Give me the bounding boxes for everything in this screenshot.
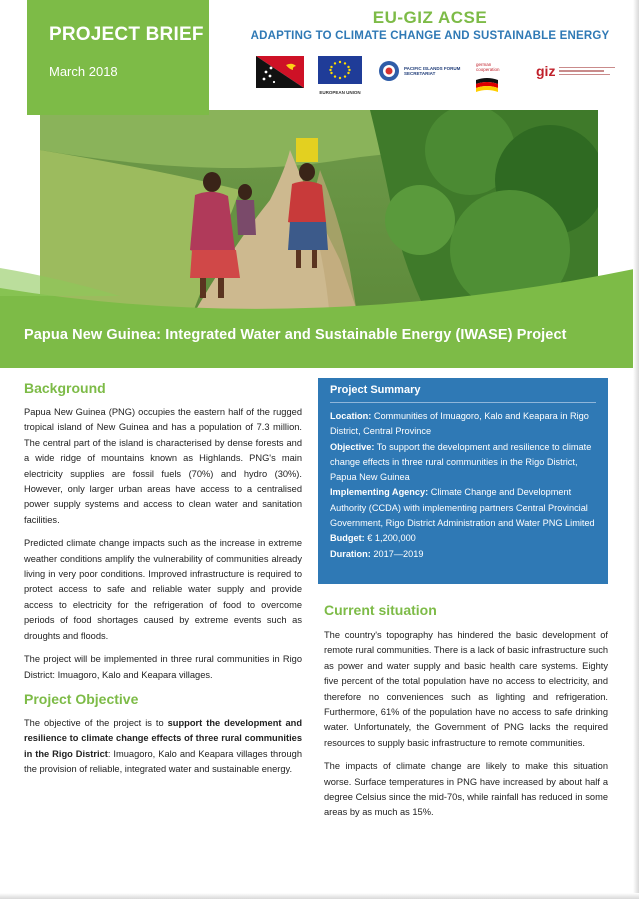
objective-text-before: The objective of the project is to xyxy=(24,717,168,728)
duration-label: Duration: xyxy=(330,548,371,559)
pif-logo-text: PACIFIC ISLANDS FORUM SECRETARIAT xyxy=(404,66,461,76)
title-band xyxy=(0,268,639,368)
background-paragraph-3: The project will be implemented in three rural communities in Rigo District: Imuagoro, Kalo and Keapara villages. xyxy=(24,654,302,680)
budget-value: € 1,200,000 xyxy=(364,533,416,544)
eu-logo-text: EUROPEAN UNION xyxy=(319,90,361,95)
german-cooperation-logo xyxy=(476,56,524,86)
partner-logos xyxy=(254,56,624,95)
current-situation-heading: Current situation xyxy=(324,602,437,618)
location-label: Location: xyxy=(330,411,372,421)
objective-paragraph xyxy=(24,716,302,778)
german-flag-icon xyxy=(476,78,498,96)
agency-value: Climate Change and Development Authority (CCDA) with implementing partners Central Provincial Government, Rigo District Administration and Water PNG Limited xyxy=(330,487,595,529)
summary-location xyxy=(330,409,596,440)
location-value: Communities of Imuagoro, Kalo and Keapara in Rigo District, Central Province xyxy=(330,411,589,437)
background-paragraph-2: Predicted climate change impacts such as the increase in extreme weather conditions amplify the vulnerability of communities already living in very poor conditions. Improved infrastructure is required to protect access to safe and reliable water supply and provide access to electricity for the refrigeration of food to overcome periods of food shortages caused by extreme events such as droughts and floods. xyxy=(24,538,302,641)
agency-label: Implementing Agency: xyxy=(330,487,429,498)
summary-heading: Project Summary xyxy=(330,384,596,403)
objective-text-bold: support the development and resilience to climate change effects of three rural communities in the Rigo District xyxy=(24,717,303,759)
program-header xyxy=(230,8,630,42)
summary-objective xyxy=(330,440,596,486)
right-column xyxy=(318,378,608,829)
left-column xyxy=(24,380,302,786)
giz-caption-lines xyxy=(559,65,615,78)
page-edge-shadow-bottom xyxy=(0,893,639,899)
pif-emblem-icon xyxy=(378,60,400,82)
giz-logo xyxy=(536,56,626,86)
eu-logo xyxy=(318,56,362,95)
objective-heading: Project Objective xyxy=(24,690,139,707)
summary-budget xyxy=(330,531,596,546)
background-heading: Background xyxy=(24,380,106,396)
png-flag-icon xyxy=(256,56,304,88)
current-paragraph-1: The country's topography has hindered the basic development of remote rural communities. There is a lack of basic infrastructure such as power and water supply and basic health care systems. Eighty five percent of the total population have no access to electricity, and therefore no conveniences such as lighting and refrigeration. Furthermore, 61% of the population have no access to safe drinking water. Unfortunately, the Government of PNG lacks the required resources to supply basic infrastructure to remote communities. xyxy=(324,630,609,748)
brief-label: PROJECT BRIEF xyxy=(49,24,204,45)
current-paragraph-2: The impacts of climate change are likely to make this situation worse. Surface temperatures in PNG have increased by about half a degree Celsius since the mid-70s, while rainfall has reduced in some areas by as much as 15%. xyxy=(324,761,608,818)
program-subtitle: ADAPTING TO CLIMATE CHANGE AND SUSTAINABLE ENERGY xyxy=(250,30,610,42)
giz-logo-text: giz xyxy=(536,63,556,79)
project-brief-box xyxy=(27,0,209,115)
objective-text-after: : Imuagoro, Kalo and Keapara villages through the provision of reliable, integrated water and sustainable energy. xyxy=(24,748,302,775)
german-cooperation-text: german cooperation xyxy=(476,62,500,72)
pif-logo xyxy=(378,56,470,86)
background-paragraph-1: Papua New Guinea (PNG) occupies the eastern half of the rugged tropical island of New Guinea and has a population of 7.3 million. The central part of the island is characterised by dense forests and a wide ridge of mountains known as Highlands. PNG's main electricity supplies are fossil fuels (70%) and hydro (30%). However, only larger urban areas have access to a centralised power supply systems and access to clean water and sanitation facilities. xyxy=(24,407,302,525)
brief-date: March 2018 xyxy=(49,64,118,79)
duration-value: 2017—2019 xyxy=(370,548,424,559)
page-edge-shadow-right xyxy=(633,0,639,899)
program-title: EU-GIZ ACSE xyxy=(372,8,488,27)
summary-agency xyxy=(330,485,596,531)
project-title: Papua New Guinea: Integrated Water and Sustainable Energy (IWASE) Project xyxy=(24,327,567,343)
objective-label: Objective: xyxy=(330,441,375,452)
summary-duration xyxy=(330,547,596,562)
eu-flag-icon xyxy=(318,56,362,84)
objective-value: To support the development and resilience to climate change effects in three rural communities in the Rigo District, Papua New Guinea xyxy=(330,441,592,483)
project-summary-box xyxy=(318,378,608,584)
budget-label: Budget: xyxy=(330,533,365,544)
